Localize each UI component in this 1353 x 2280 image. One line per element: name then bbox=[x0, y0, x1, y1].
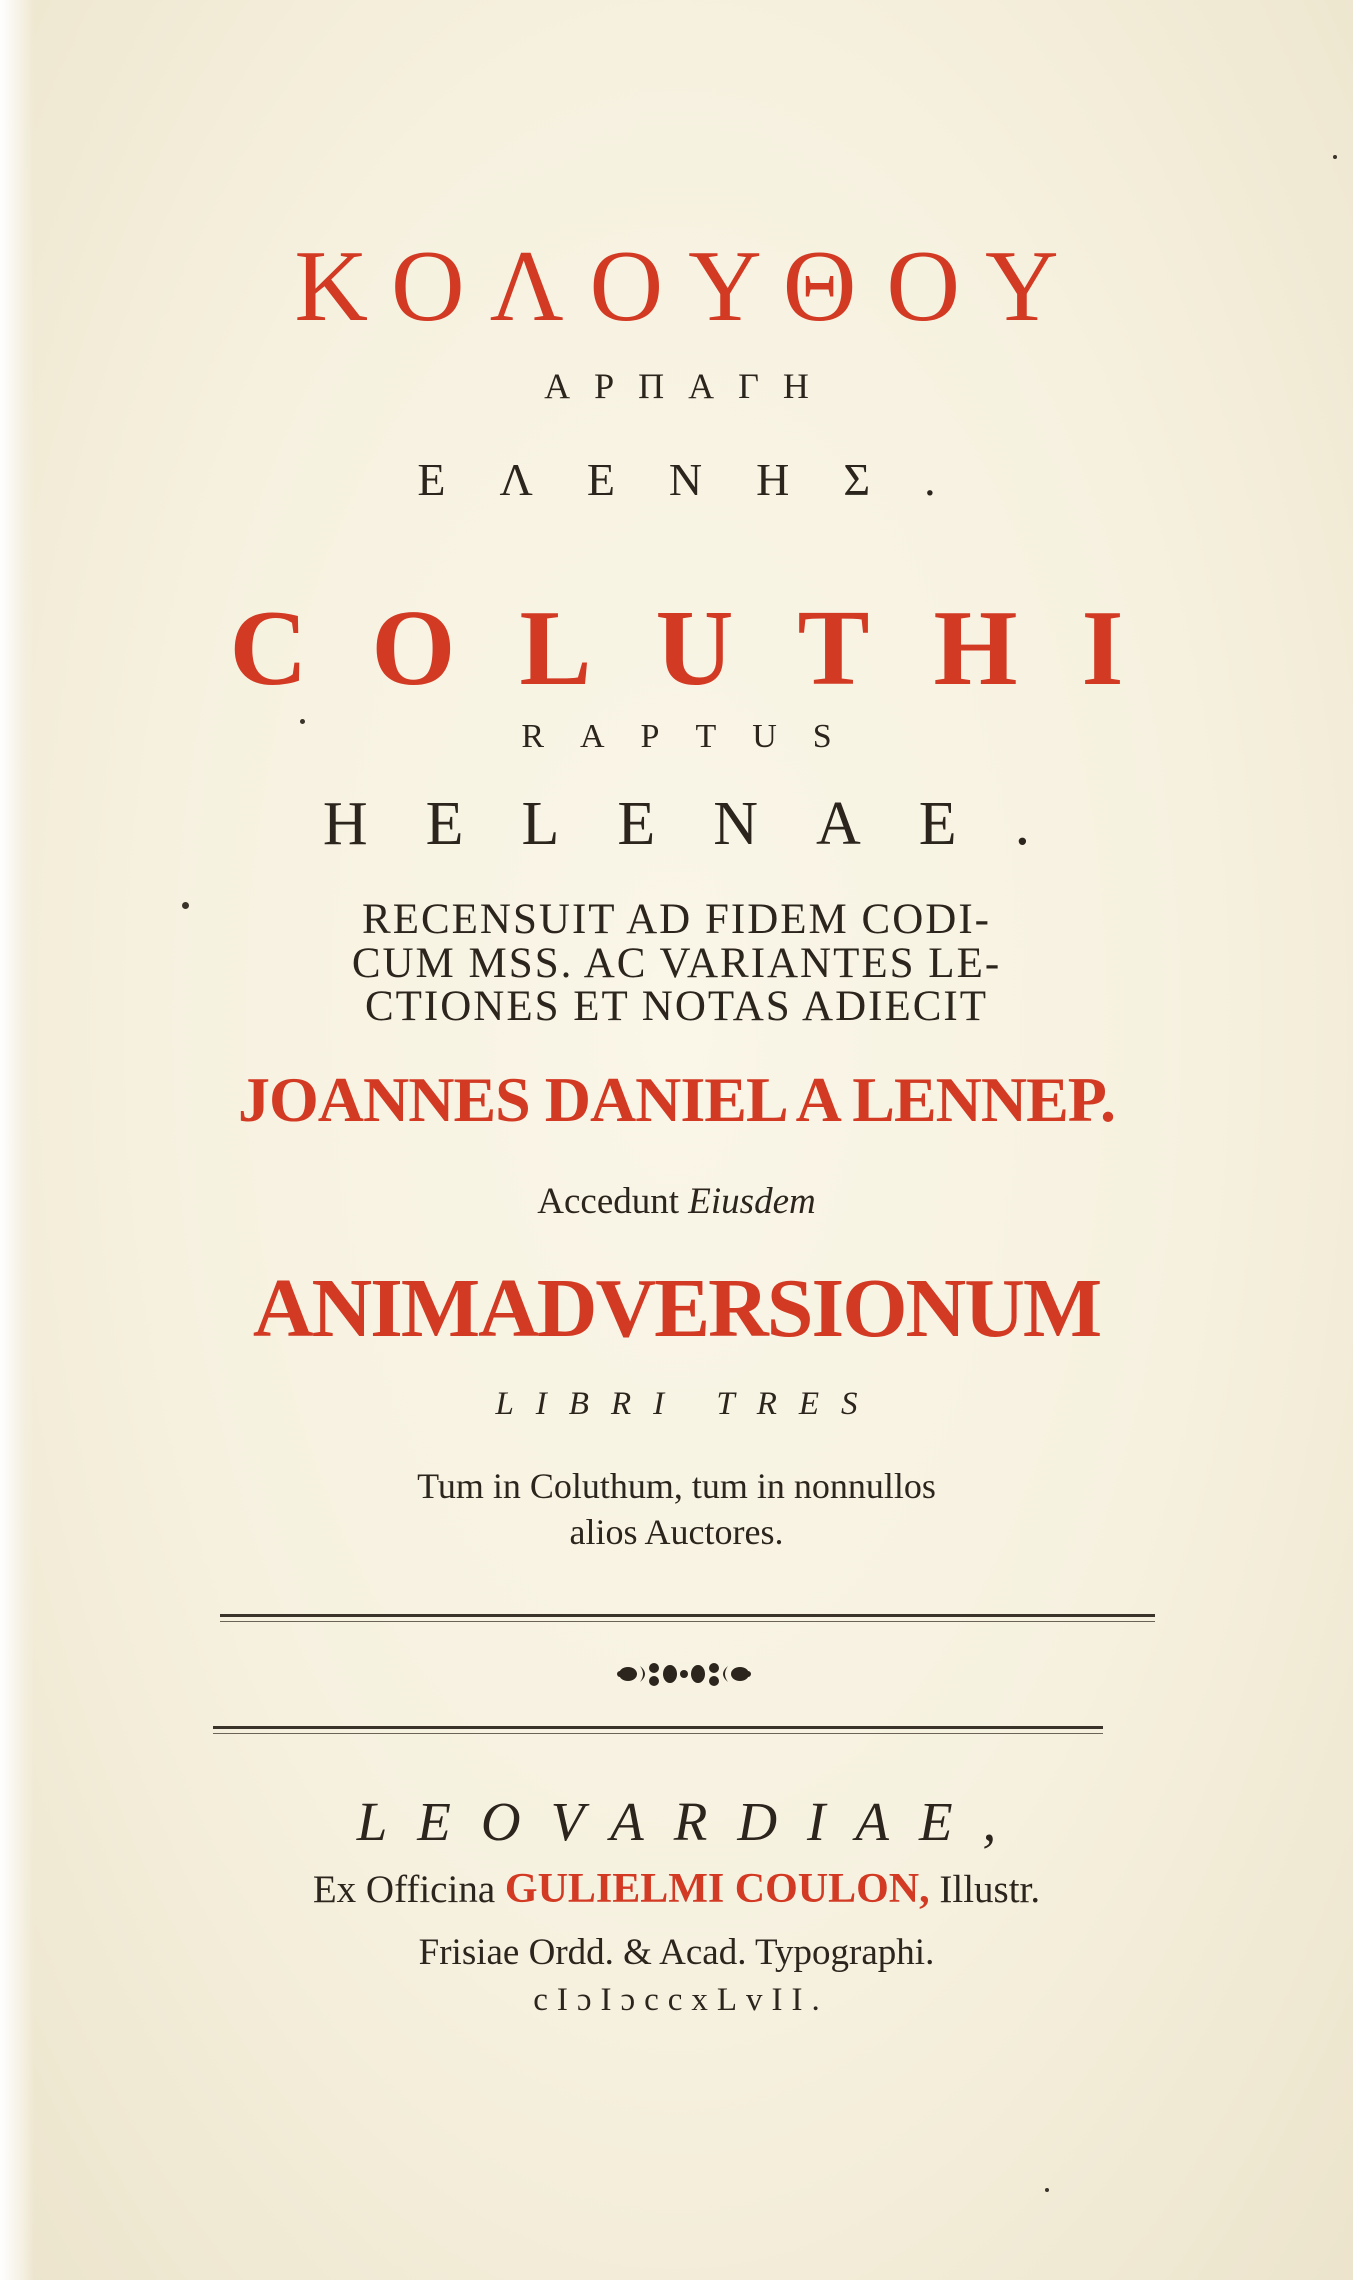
ink-speck bbox=[182, 902, 189, 909]
ink-speck bbox=[1045, 2188, 1049, 2192]
officina-suffix: Illustr. bbox=[939, 1868, 1041, 1911]
imprint-date: cIɔIɔccxLvII. bbox=[533, 1982, 829, 2018]
fleuron-ornament-icon bbox=[614, 1654, 754, 1694]
ink-speck bbox=[1333, 155, 1337, 159]
animadversionum-title: ANIMADVERSIONUM bbox=[252, 1262, 1101, 1355]
officina-prefix: Ex Officina bbox=[312, 1868, 496, 1911]
greek-subtitle-1: ΑΡΠΑΓΗ bbox=[544, 366, 833, 406]
accedunt-prefix: Accedunt bbox=[537, 1181, 680, 1222]
recensuit-line: CTIONES ET NOTAS ADIECIT bbox=[364, 983, 989, 1030]
imprint-officina-line bbox=[0, 1865, 1353, 1914]
rule-bottom bbox=[213, 1726, 1103, 1729]
imprint-city: LEOVARDIAE, bbox=[356, 1791, 1027, 1852]
tum-line: Tum in Coluthum, tum in nonnullos bbox=[417, 1466, 936, 1506]
rule-top bbox=[220, 1614, 1155, 1617]
greek-subtitle-2: ΕΛΕΝΗΣ. bbox=[417, 454, 990, 505]
rule-top-thin bbox=[220, 1621, 1155, 1622]
libri-tres: LIBRI TRES bbox=[495, 1386, 880, 1422]
latin-subtitle-2: HELENAE. bbox=[322, 790, 1089, 858]
recensuit-line: RECENSUIT AD FIDEM CODI- bbox=[362, 896, 991, 943]
accedunt-italic: Eiusdem bbox=[688, 1181, 816, 1222]
latin-subtitle-1: RAPTUS bbox=[521, 718, 868, 755]
printer-name: GULIELMI COULON, bbox=[504, 1866, 930, 1912]
accedunt-line bbox=[0, 1180, 1353, 1224]
tum-line: alios Auctores. bbox=[569, 1512, 784, 1552]
latin-title: COLUTHI bbox=[229, 589, 1188, 708]
greek-title: ΚΟΛΟΥΘΟΥ bbox=[294, 230, 1089, 343]
imprint-frisiae-line: Frisiae Ordd. & Acad. Typographi. bbox=[418, 1932, 935, 1973]
ink-speck bbox=[300, 719, 305, 724]
recensuit-line: CUM MSS. AC VARIANTES LE- bbox=[351, 940, 1002, 987]
editor-name: JOANNES DANIEL A LENNEP. bbox=[238, 1064, 1115, 1135]
rule-bottom-thin bbox=[213, 1733, 1103, 1734]
